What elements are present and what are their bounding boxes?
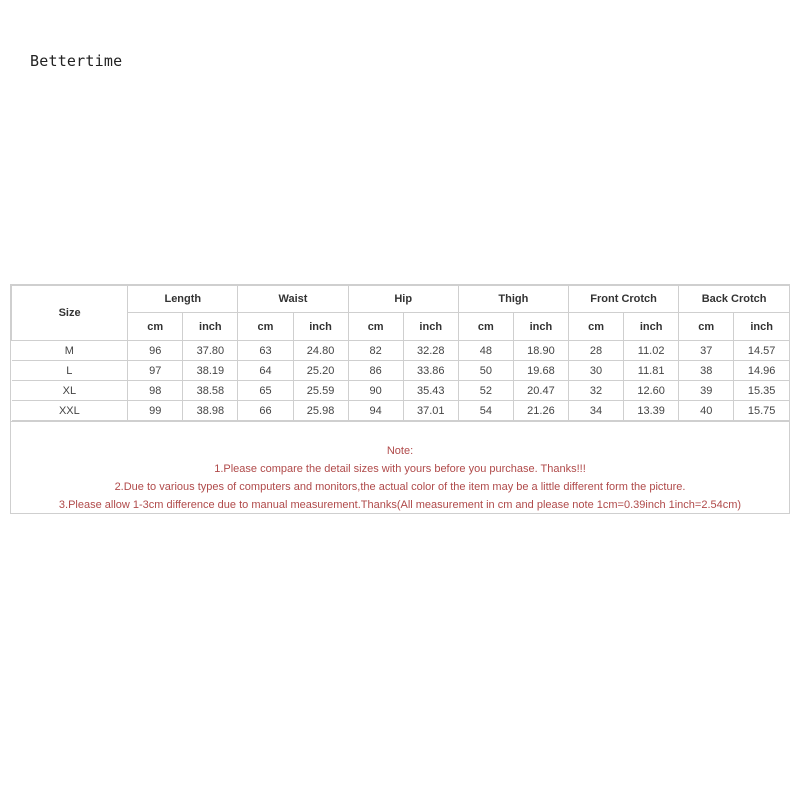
unit-inch-header: inch bbox=[293, 313, 348, 341]
table-cell: 37.01 bbox=[403, 401, 458, 421]
table-cell: 20.47 bbox=[513, 381, 568, 401]
thigh-header: Thigh bbox=[458, 286, 568, 313]
unit-header-row bbox=[12, 313, 790, 341]
table-row bbox=[12, 341, 790, 361]
table-cell: 24.80 bbox=[293, 341, 348, 361]
table-cell: 50 bbox=[458, 361, 513, 381]
unit-inch-header: inch bbox=[513, 313, 568, 341]
unit-cm-header: cm bbox=[128, 313, 183, 341]
unit-inch-header: inch bbox=[403, 313, 458, 341]
table-cell: 90 bbox=[348, 381, 403, 401]
unit-cm-header: cm bbox=[568, 313, 623, 341]
table-cell: 97 bbox=[128, 361, 183, 381]
table-cell: 15.35 bbox=[734, 381, 789, 401]
table-cell: 11.02 bbox=[624, 341, 679, 361]
table-cell: 30 bbox=[568, 361, 623, 381]
table-cell: 40 bbox=[679, 401, 734, 421]
table-row bbox=[12, 361, 790, 381]
size-cell: M bbox=[12, 341, 128, 361]
hip-header: Hip bbox=[348, 286, 458, 313]
table-cell: 38.98 bbox=[183, 401, 238, 421]
note-title: Note: bbox=[386, 445, 414, 457]
unit-inch-header: inch bbox=[183, 313, 238, 341]
length-header: Length bbox=[128, 286, 238, 313]
table-cell: 28 bbox=[568, 341, 623, 361]
table-cell: 65 bbox=[238, 381, 293, 401]
table-cell: 32 bbox=[568, 381, 623, 401]
size-table bbox=[11, 285, 789, 421]
notes-section bbox=[11, 421, 789, 513]
unit-cm-header: cm bbox=[348, 313, 403, 341]
table-cell: 37.80 bbox=[183, 341, 238, 361]
note-line: 1.Please compare the detail sizes with yours before you purchase. Thanks!!! bbox=[214, 463, 586, 475]
size-cell: XL bbox=[12, 381, 128, 401]
table-cell: 14.57 bbox=[734, 341, 789, 361]
table-cell: 98 bbox=[128, 381, 183, 401]
table-cell: 82 bbox=[348, 341, 403, 361]
size-chart bbox=[10, 284, 790, 514]
table-cell: 38.58 bbox=[183, 381, 238, 401]
table-cell: 25.20 bbox=[293, 361, 348, 381]
table-cell: 38 bbox=[679, 361, 734, 381]
table-cell: 38.19 bbox=[183, 361, 238, 381]
table-cell: 63 bbox=[238, 341, 293, 361]
table-cell: 66 bbox=[238, 401, 293, 421]
table-cell: 25.59 bbox=[293, 381, 348, 401]
table-cell: 15.75 bbox=[734, 401, 789, 421]
note-line: 2.Due to various types of computers and monitors,the actual color of the item may be a little different form the picture. bbox=[114, 481, 686, 493]
table-cell: 32.28 bbox=[403, 341, 458, 361]
table-cell: 64 bbox=[238, 361, 293, 381]
brand-name: Bettertime bbox=[30, 52, 123, 70]
table-row bbox=[12, 401, 790, 421]
table-cell: 96 bbox=[128, 341, 183, 361]
table-cell: 33.86 bbox=[403, 361, 458, 381]
waist-header: Waist bbox=[238, 286, 348, 313]
size-cell: L bbox=[12, 361, 128, 381]
table-cell: 19.68 bbox=[513, 361, 568, 381]
table-cell: 18.90 bbox=[513, 341, 568, 361]
table-cell: 21.26 bbox=[513, 401, 568, 421]
table-cell: 48 bbox=[458, 341, 513, 361]
table-cell: 37 bbox=[679, 341, 734, 361]
table-cell: 25.98 bbox=[293, 401, 348, 421]
unit-inch-header: inch bbox=[624, 313, 679, 341]
unit-cm-header: cm bbox=[679, 313, 734, 341]
table-cell: 52 bbox=[458, 381, 513, 401]
table-cell: 35.43 bbox=[403, 381, 458, 401]
table-header-row bbox=[12, 286, 790, 313]
unit-inch-header: inch bbox=[734, 313, 789, 341]
table-cell: 54 bbox=[458, 401, 513, 421]
unit-cm-header: cm bbox=[238, 313, 293, 341]
table-cell: 34 bbox=[568, 401, 623, 421]
table-cell: 86 bbox=[348, 361, 403, 381]
size-cell: XXL bbox=[12, 401, 128, 421]
unit-cm-header: cm bbox=[458, 313, 513, 341]
table-cell: 13.39 bbox=[624, 401, 679, 421]
table-row bbox=[12, 381, 790, 401]
table-cell: 99 bbox=[128, 401, 183, 421]
note-line: 3.Please allow 1-3cm difference due to manual measurement.Thanks(All measurement in cm and please note 1cm=0.39inch 1inch=2.54cm) bbox=[58, 499, 742, 511]
table-cell: 39 bbox=[679, 381, 734, 401]
table-cell: 11.81 bbox=[624, 361, 679, 381]
table-cell: 94 bbox=[348, 401, 403, 421]
size-column-header: Size bbox=[12, 286, 128, 341]
table-cell: 14.96 bbox=[734, 361, 789, 381]
front-crotch-header: Front Crotch bbox=[568, 286, 678, 313]
table-cell: 12.60 bbox=[624, 381, 679, 401]
back-crotch-header: Back Crotch bbox=[679, 286, 789, 313]
